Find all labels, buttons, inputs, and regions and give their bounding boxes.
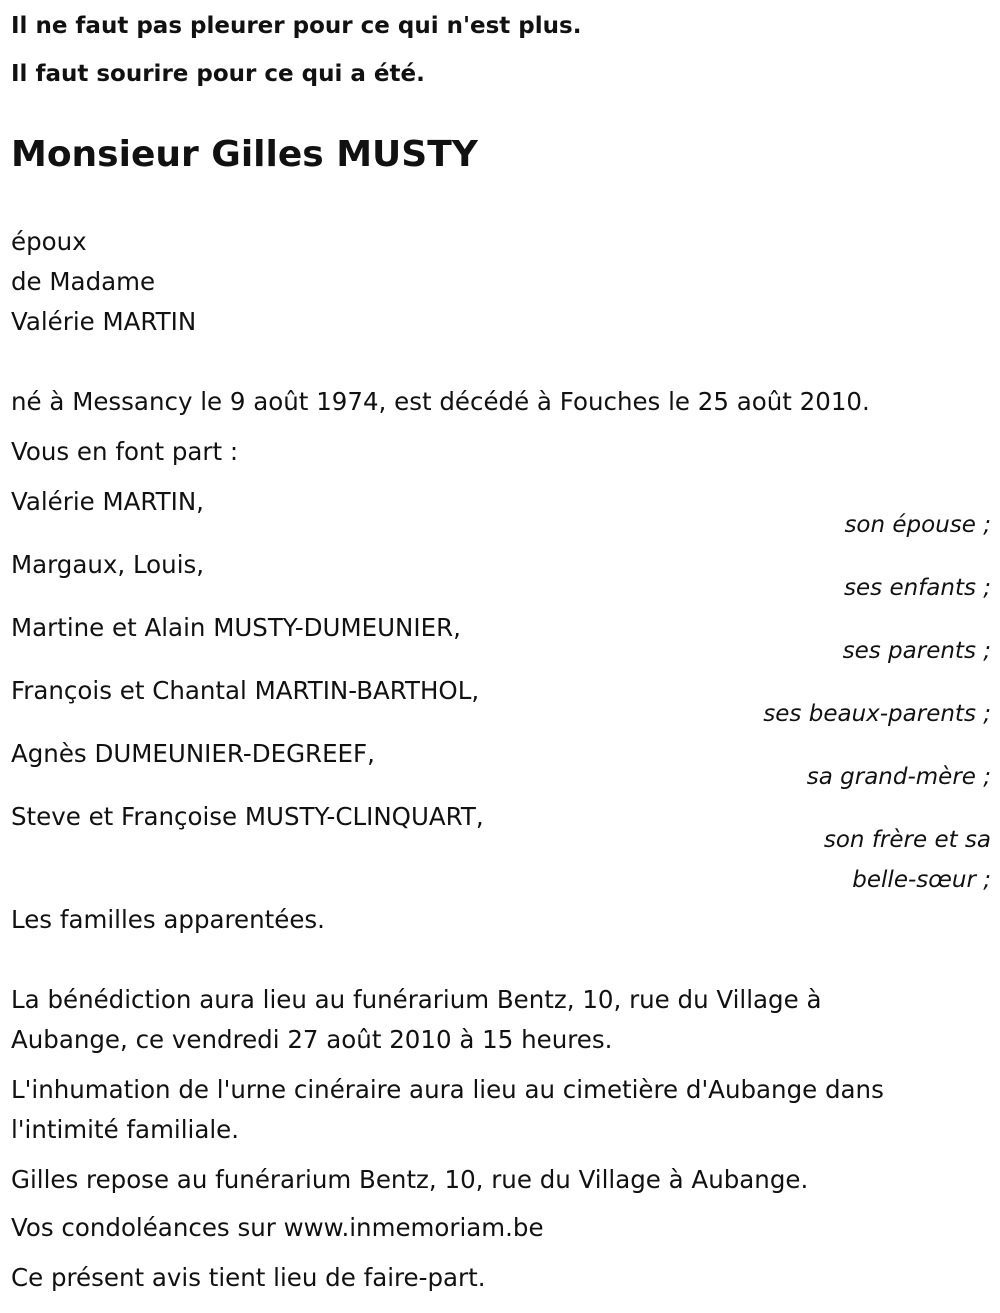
family-member-relation: son frère et sa (823, 827, 991, 853)
announcement-intro: Vous en font part : (11, 437, 239, 466)
family-member-name: Margaux, Louis, (11, 550, 205, 579)
family-member-relation: sa grand-mère ; (806, 764, 991, 790)
spouse-line-1: époux (11, 227, 87, 256)
family-member-name: Agnès DUMEUNIER-DEGREEF, (11, 739, 375, 768)
benediction-line-2: Aubange, ce vendredi 27 août 2010 à 15 heures. (11, 1025, 613, 1054)
family-member-relation: son épouse ; (844, 512, 991, 538)
condolences-info: Vos condoléances sur www.inmemoriam.be (11, 1213, 544, 1242)
inhumation-line-2: l'intimité familiale. (11, 1115, 240, 1144)
family-member-name: Martine et Alain MUSTY-DUMEUNIER, (11, 613, 461, 642)
family-member-relation: ses enfants ; (844, 575, 991, 601)
inhumation-line-1: L'inhumation de l'urne cinéraire aura lieu au cimetière d'Aubange dans (11, 1075, 884, 1104)
obituary-notice (11, 0, 991, 1313)
family-member-relation: ses parents ; (842, 638, 991, 664)
notice-statement: Ce présent avis tient lieu de faire-part. (11, 1263, 486, 1292)
birth-death-line: né à Messancy le 9 août 1974, est décédé à Fouches le 25 août 2010. (11, 387, 870, 416)
deceased-name: Monsieur Gilles MUSTY (11, 134, 478, 175)
repose-info: Gilles repose au funérarium Bentz, 10, rue du Village à Aubange. (11, 1165, 809, 1194)
benediction-line-1: La bénédiction aura lieu au funérarium Bentz, 10, rue du Village à (11, 985, 822, 1014)
quote-line-2: Il faut sourire pour ce qui a été. (11, 61, 425, 87)
family-member-name: Valérie MARTIN, (11, 487, 204, 516)
related-families: Les familles apparentées. (11, 905, 325, 934)
family-member-name: Steve et Françoise MUSTY-CLINQUART, (11, 802, 484, 831)
family-member-relation: ses beaux-parents ; (763, 701, 991, 727)
family-member-relation-continued: belle-sœur ; (852, 867, 991, 893)
quote-line-1: Il ne faut pas pleurer pour ce qui n'est plus. (11, 13, 582, 39)
spouse-line-2: de Madame (11, 267, 156, 296)
family-member-name: François et Chantal MARTIN-BARTHOL, (11, 676, 480, 705)
spouse-line-3: Valérie MARTIN (11, 307, 197, 336)
